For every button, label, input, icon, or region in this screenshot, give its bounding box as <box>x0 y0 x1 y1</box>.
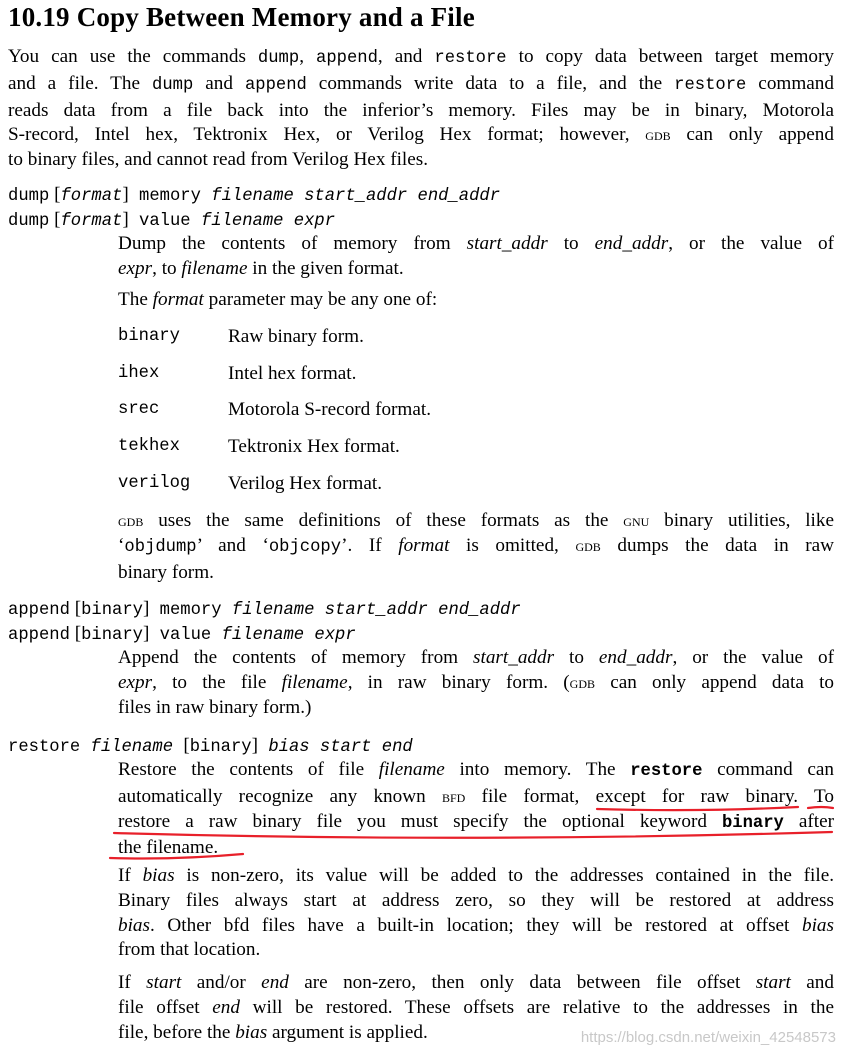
section-title: 10.19 Copy Between Memory and a File <box>8 2 475 32</box>
restore-paragraph-1: Restore the contents of file filename into memory. The restore command can automatically recognize any known bfd file format, except for raw binary. To restore a raw binary file you must specify the optional keyword binary after the filename. <box>118 759 834 859</box>
format-name: tekhex <box>118 437 180 456</box>
intro-line-4: S-record, Intel hex, Tektronix Hex, or Verilog Hex format; however, gdb can only append <box>8 124 834 146</box>
format-intro: The format parameter may be any one of: <box>118 289 438 310</box>
append-signature-memory: append [binary] memory filename start_addr end_addr <box>8 598 521 620</box>
restore-paragraph-3: If start and/or end are non-zero, then only data between file offset start and file offset end will be restored. These offsets are relative to the addresses in the file, before the bias argument is applied. <box>118 972 834 1043</box>
format-name: verilog <box>118 474 191 493</box>
format-note: gdb uses the same definitions of these formats as the gnu binary utilities, like ‘objdump’ and ‘objcopy’. If format is omitted, gdb dumps the data in raw binary form. <box>118 510 835 583</box>
append-description: Append the contents of memory from start_addr to end_addr, or the value of expr, to the file filename, in raw binary form. (gdb can only append data to files in raw binary form.) <box>118 647 834 718</box>
format-description: Verilog Hex format. <box>228 473 382 494</box>
format-name: srec <box>118 400 160 419</box>
restore-signature: restore filename [binary] bias start end <box>8 735 413 757</box>
restore-paragraph-2: If bias is non-zero, its value will be added to the addresses contained in the file. Binary files always start at address zero, so they will be restored at address bias. Other bfd files have a built-in location; they will be restored at offset bias from that location. <box>118 865 835 961</box>
intro-line-5: to binary files, and cannot read from Verilog Hex files. <box>8 149 429 171</box>
dump-signature-value: dump [format] value filename expr <box>8 209 336 231</box>
intro-paragraph <box>8 45 834 173</box>
format-name: ihex <box>118 364 160 383</box>
format-description: Intel hex format. <box>228 363 357 384</box>
format-description: Motorola S-record format. <box>228 399 432 420</box>
highlighted-phrase: except for raw binary. <box>595 785 799 807</box>
dump-description: Dump the contents of memory from start_addr to end_addr, or the value of expr, to filename in the given format. <box>118 233 834 279</box>
format-description: Tektronix Hex format. <box>228 436 400 457</box>
dump-signature-memory: dump [format] memory filename start_addr end_addr <box>8 184 501 206</box>
intro-line-2: and a file. The dump and append commands write data to a file, and the restore command <box>8 72 834 95</box>
append-signature-value: append [binary] value filename expr <box>8 623 356 645</box>
format-description: Raw binary form. <box>228 326 364 347</box>
intro-line-1: You can use the commands dump, append, and restore to copy data between target memory <box>8 46 834 68</box>
intro-line-3: reads data from a file back into the inferior’s memory. Files may be in binary, Motorola <box>8 99 834 121</box>
format-name: binary <box>118 327 180 346</box>
watermark: https://blog.csdn.net/weixin_42548573 <box>580 1029 836 1046</box>
